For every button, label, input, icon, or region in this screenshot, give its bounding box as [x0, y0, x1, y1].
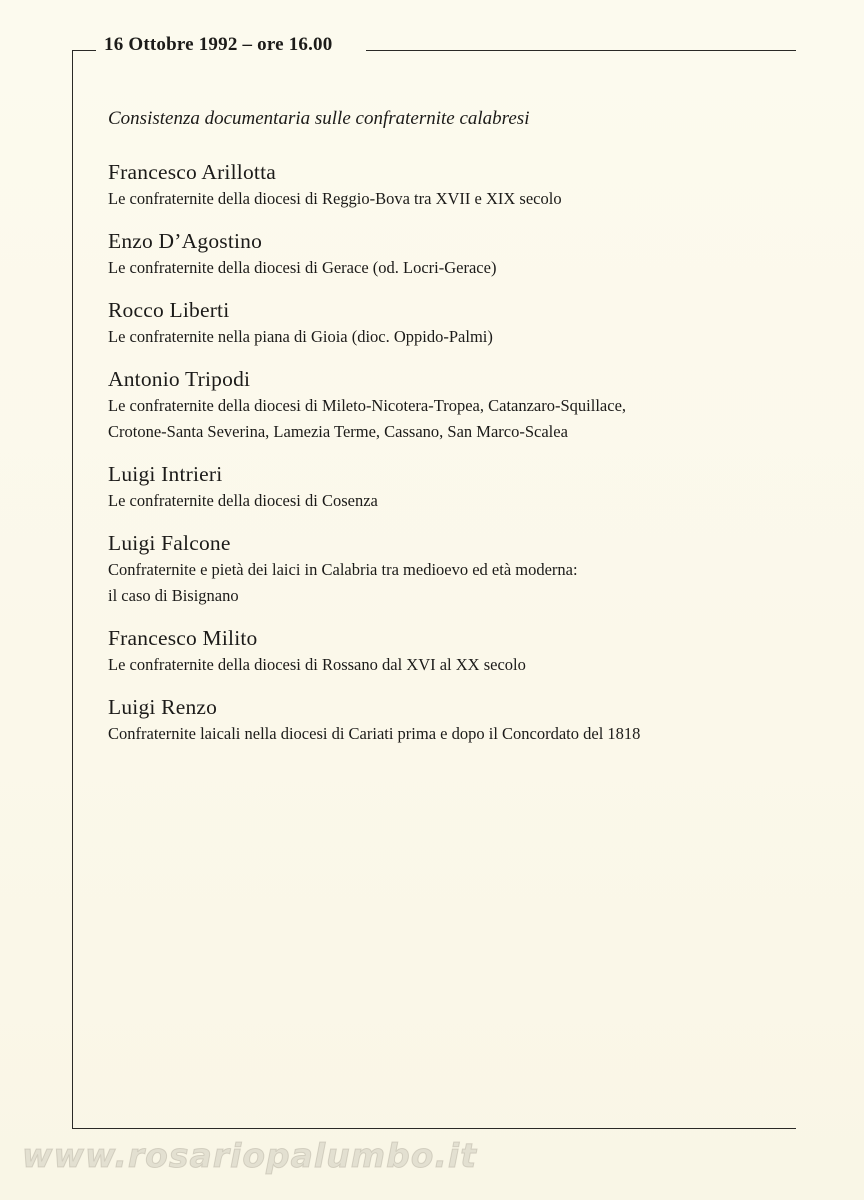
talk-title-line: Le confraternite della diocesi di Reggio-Bova tra XVII e XIX secolo: [108, 189, 562, 208]
speaker-name: Rocco Liberti: [108, 298, 230, 322]
talk-title-line: Le confraternite della diocesi di Cosenza: [108, 491, 378, 510]
speaker-entry: [108, 158, 788, 212]
speaker-entry: [108, 460, 788, 514]
frame-bottom-line: [72, 1128, 796, 1129]
speaker-name: Luigi Renzo: [108, 695, 218, 719]
speaker-entry: [108, 529, 788, 609]
talk-title-line: Crotone-Santa Severina, Lamezia Terme, Cassano, San Marco-Scalea: [108, 422, 568, 441]
talk-title-line: Le confraternite nella piana di Gioia (dioc. Oppido-Palmi): [108, 327, 493, 346]
speaker-entry: [108, 693, 788, 747]
talk-title-line: Confraternite e pietà dei laici in Calabria tra medioevo ed età moderna:: [108, 560, 578, 579]
speaker-name: Francesco Milito: [108, 626, 258, 650]
talk-title-line: il caso di Bisignano: [108, 586, 239, 605]
frame-top-left-line: [72, 50, 96, 51]
speaker-entry: [108, 296, 788, 350]
talk-title-line: Le confraternite della diocesi di Rossano dal XVI al XX secolo: [108, 655, 526, 674]
speaker-list: [108, 158, 788, 762]
speaker-name: Enzo D’Agostino: [108, 229, 263, 253]
talk-title-line: Le confraternite della diocesi di Mileto-Nicotera-Tropea, Catanzaro-Squillace,: [108, 396, 627, 415]
speaker-entry: [108, 365, 788, 445]
frame-top-right-line: [366, 50, 796, 51]
frame-left-line: [72, 50, 73, 1128]
speaker-name: Luigi Falcone: [108, 531, 231, 555]
session-date-time: 16 Ottobre 1992 – ore 16.00: [104, 34, 333, 55]
talk-title-line: Le confraternite della diocesi di Gerace (od. Locri-Gerace): [108, 258, 497, 277]
speaker-name: Francesco Arillotta: [108, 160, 276, 184]
section-title: Consistenza documentaria sulle confraternite calabresi: [108, 108, 530, 129]
speaker-entry: [108, 227, 788, 281]
speaker-name: Antonio Tripodi: [108, 367, 251, 391]
speaker-name: Luigi Intrieri: [108, 462, 223, 486]
talk-title-line: Confraternite laicali nella diocesi di Cariati prima e dopo il Concordato del 1818: [108, 724, 641, 743]
watermark: www.rosariopalumbo.it: [22, 1136, 477, 1175]
speaker-entry: [108, 624, 788, 678]
